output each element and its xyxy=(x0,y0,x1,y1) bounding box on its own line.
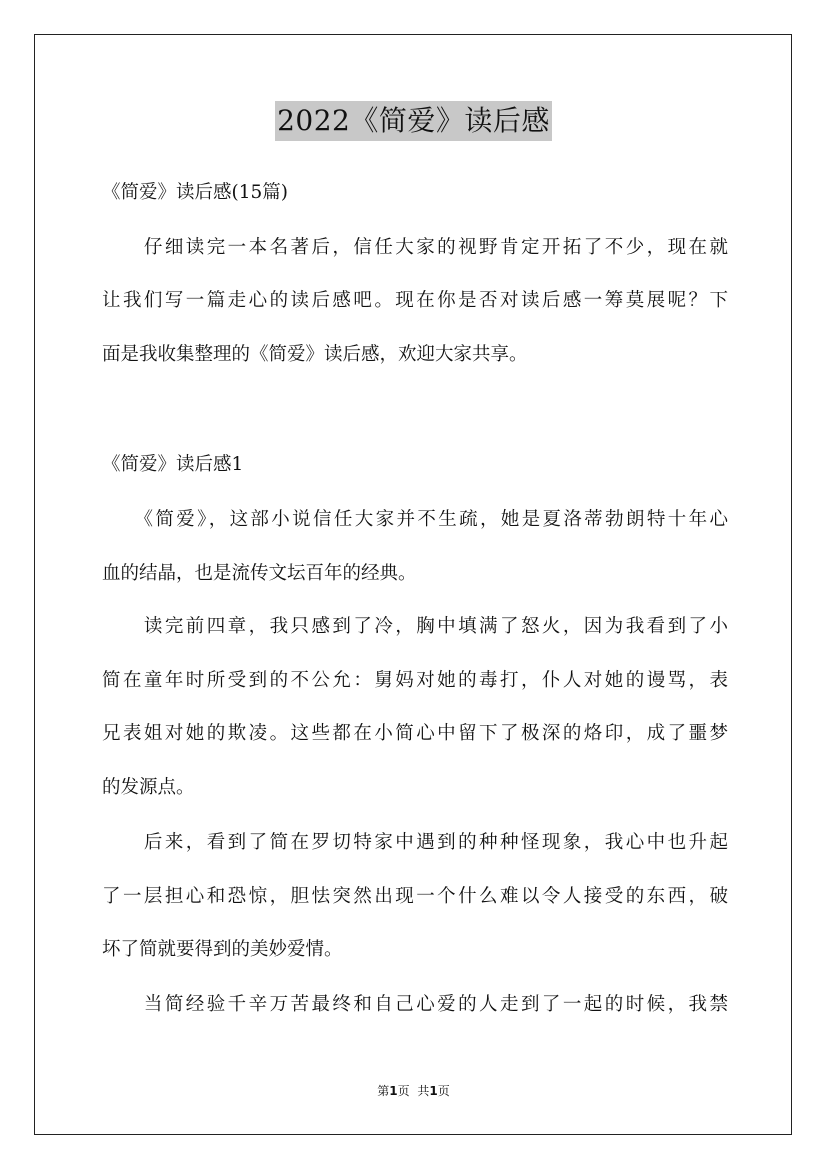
section-heading: 《简爱》读后感1 xyxy=(102,454,244,475)
body-line: 血的结晶，也是流传文坛百年的经典。 xyxy=(102,563,417,584)
intro-line: 仔细读完一本名著后，信任大家的视野肯定开拓了不少，现在就 xyxy=(102,237,728,258)
body-line: 了一层担心和恐惊，胆怯突然出现一个什么难以令人接受的东西，破 xyxy=(102,886,728,907)
total-prefix: 共 xyxy=(417,1084,430,1098)
body-line: 简在童年时所受到的不公允：舅妈对她的毒打，仆人对她的谩骂，表 xyxy=(102,670,728,691)
body-line: 后来，看到了简在罗切特家中遇到的种种怪现象，我心中也升起 xyxy=(102,832,728,853)
document-subtitle: 《简爱》读后感(15篇) xyxy=(102,182,288,203)
body-line: 读完前四章，我只感到了冷，胸中填满了怒火，因为我看到了小 xyxy=(102,616,728,637)
total-pages: 1 xyxy=(429,1084,438,1098)
document-title: 2022《简爱》读后感 xyxy=(275,101,552,141)
total-suffix: 页 xyxy=(437,1084,450,1098)
page-footer xyxy=(0,1083,827,1099)
body-line: 当简经验千辛万苦最终和自己心爱的人走到了一起的时候，我禁 xyxy=(102,994,728,1015)
intro-line: 让我们写一篇走心的读后感吧。现在你是否对读后感一筹莫展呢？下 xyxy=(102,290,728,311)
intro-line: 面是我收集整理的《简爱》读后感，欢迎大家共享。 xyxy=(102,344,528,365)
body-line: 坏了简就要得到的美妙爱情。 xyxy=(102,939,343,960)
body-line: 的发源点。 xyxy=(102,777,195,798)
page-suffix: 页 xyxy=(397,1084,410,1098)
body-line: 《简爱》，这部小说信任大家并不生疏，她是夏洛蒂勃朗特十年心 xyxy=(102,509,728,530)
body-line: 兄表姐对她的欺凌。这些都在小简心中留下了极深的烙印，成了噩梦 xyxy=(102,723,728,744)
page-number: 1 xyxy=(389,1084,398,1098)
title-wrap xyxy=(0,101,827,141)
page-prefix: 第 xyxy=(377,1084,390,1098)
